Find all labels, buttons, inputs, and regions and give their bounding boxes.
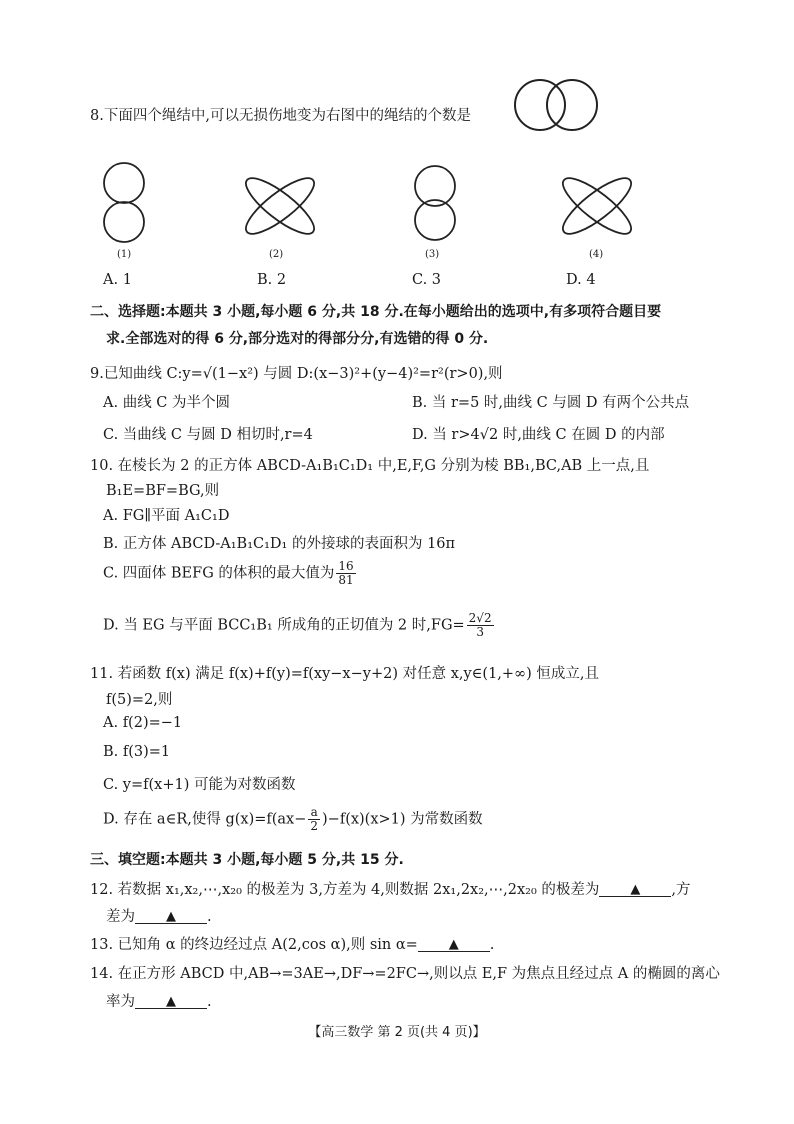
q10-option-a: A. FG∥平面 A₁C₁D — [103, 508, 230, 524]
q11-d-numerator: a — [308, 806, 320, 820]
q12-answer-blank-1[interactable] — [599, 881, 671, 897]
q11-stem: 11. 若函数 f(x) 满足 f(x)+f(y)=f(xy−x−y+2) 对任意 x,y∈(1,+∞) 恒成立,且 — [90, 666, 599, 682]
q10-option-c-fraction — [336, 560, 355, 587]
knot-4-caption: (4) — [589, 249, 604, 260]
knot-4-figure — [555, 170, 639, 242]
q14-line2-text: 率为 — [106, 994, 135, 1010]
q8-option-c: C. 3 — [412, 272, 442, 288]
q8-stem: 8.下面四个绳结中,可以无损伤地变为右图中的绳结的个数是 — [90, 108, 471, 124]
q12-line2 — [106, 905, 212, 926]
q11-option-c: C. y=f(x+1) 可能为对数函数 — [103, 777, 296, 793]
q13-text: 13. 已知角 α 的终边经过点 A(2,cos α),则 sin α= — [90, 937, 418, 953]
q12-line1-end: ,方 — [671, 882, 691, 898]
knot-1-figure — [98, 160, 150, 246]
section-2-title: 二、选择题:本题共 3 小题,每小题 6 分,共 18 分.在每小题给出的选项中,有多项符合题目要 — [90, 304, 662, 320]
q10-option-c — [103, 560, 358, 587]
q14-line2 — [106, 990, 212, 1011]
blank-triangle-icon: ▲ — [630, 882, 641, 897]
knot-2-caption: (2) — [269, 249, 284, 260]
q12-line1 — [90, 878, 691, 899]
knot-3-caption: (3) — [425, 249, 440, 260]
q13-answer-blank[interactable] — [418, 936, 490, 952]
q8-option-d: D. 4 — [566, 272, 596, 288]
q10-c-numerator: 16 — [338, 559, 354, 573]
q11-stem-line2: f(5)=2,则 — [106, 692, 173, 708]
blank-triangle-icon: ▲ — [448, 937, 459, 952]
knot-3-figure — [409, 160, 461, 246]
section-3-title: 三、填空题:本题共 3 小题,每小题 5 分,共 15 分. — [90, 852, 404, 868]
q10-stem: 10. 在棱长为 2 的正方体 ABCD-A₁B₁C₁D₁ 中,E,F,G 分别为棱 BB₁,BC,AB 上一点,且 — [90, 458, 650, 474]
blank-triangle-icon: ▲ — [166, 909, 176, 924]
q9-option-c: C. 当曲线 C 与圆 D 相切时,r=4 — [103, 427, 313, 443]
page-footer: 【高三数学 第 2 页(共 4 页)】 — [308, 1025, 486, 1040]
q10-option-d-fraction — [467, 612, 494, 639]
q13-end: . — [489, 937, 495, 953]
q11-option-d-pre: D. 存在 a∈R,使得 g(x)=f(ax− — [103, 811, 307, 828]
q11-d-denominator: 2 — [310, 819, 319, 834]
q9-option-d: D. 当 r>4√2 时,曲线 C 在圆 D 的内部 — [412, 427, 665, 443]
q11-option-a: A. f(2)=−1 — [103, 715, 183, 731]
q12-answer-blank-2[interactable] — [135, 908, 207, 924]
q12-line2-text: 差为 — [106, 909, 135, 925]
q9-stem: 9.已知曲线 C:y=√(1−x²) 与圆 D:(x−3)²+(y−4)²=r²(r>0),则 — [90, 366, 503, 382]
q10-option-c-text: C. 四面体 BEFG 的体积的最大值为 — [103, 565, 335, 582]
q10-stem-line2: B₁E=BF=BG,则 — [106, 483, 220, 499]
q13-line — [90, 933, 494, 954]
q11-option-d-fraction — [308, 806, 320, 833]
q14-stem: 14. 在正方形 ABCD 中,AB→=3AE→,DF→=2FC→,则以点 E,F 为焦点且经过点 A 的椭圆的离心 — [90, 966, 720, 982]
q10-c-denominator: 81 — [338, 573, 354, 588]
knot-1-caption: (1) — [117, 249, 132, 260]
q10-d-denominator: 3 — [476, 625, 484, 640]
q11-option-d-post: )−f(x)(x>1) 为常数函数 — [322, 811, 483, 828]
q11-option-d — [103, 806, 483, 833]
q10-option-d-text: D. 当 EG 与平面 BCC₁B₁ 所成角的正切值为 2 时,FG= — [103, 617, 465, 634]
target-knot-figure — [510, 77, 602, 133]
q10-d-numerator: 2√2 — [468, 611, 492, 625]
q12-line1-text: 12. 若数据 x₁,x₂,⋯,x₂₀ 的极差为 3,方差为 4,则数据 2x₁,2x₂,⋯,2x₂₀ 的极差为 — [90, 882, 600, 898]
section-2-title-line2: 求.全部选对的得 6 分,部分选对的得部分分,有选错的得 0 分. — [106, 331, 489, 347]
q12-line2-end: . — [207, 909, 212, 925]
q10-option-b: B. 正方体 ABCD-A₁B₁C₁D₁ 的外接球的表面积为 16π — [103, 536, 456, 552]
q14-answer-blank[interactable] — [135, 993, 207, 1009]
q8-option-a: A. 1 — [103, 272, 132, 288]
blank-triangle-icon: ▲ — [166, 994, 176, 1009]
q8-option-b: B. 2 — [257, 272, 287, 288]
q11-option-b: B. f(3)=1 — [103, 744, 171, 760]
knot-2-figure — [238, 170, 322, 242]
q14-end: . — [207, 994, 212, 1010]
q9-option-b: B. 当 r=5 时,曲线 C 与圆 D 有两个公共点 — [412, 395, 690, 411]
q9-option-a: A. 曲线 C 为半个圆 — [103, 395, 231, 411]
q10-option-d — [103, 612, 496, 639]
